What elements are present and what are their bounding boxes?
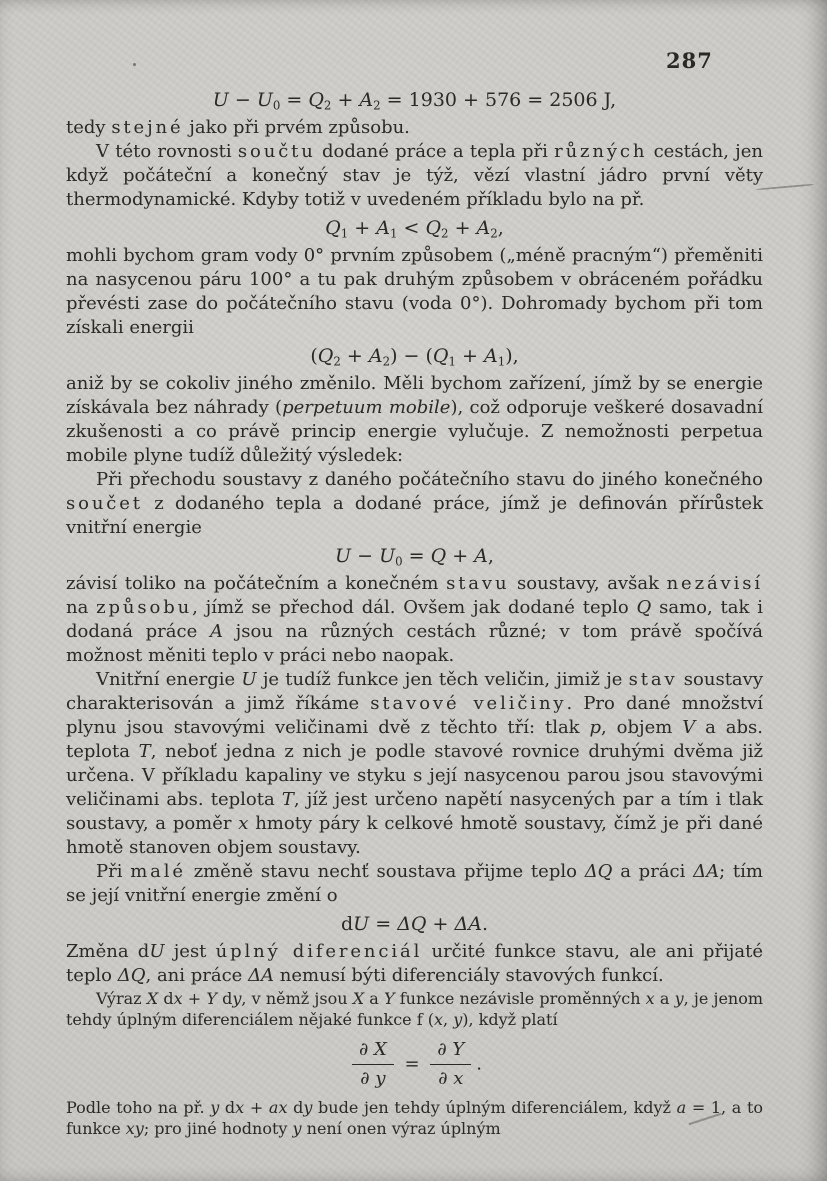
text-segment: ), když platí [462,1010,558,1029]
text-segment: ; tím se její vnitřní energie změní o [66,861,763,906]
text-segment: + [348,217,377,239]
text-segment: y [674,989,684,1008]
text-segment: , objem [601,717,683,738]
text-segment: x [173,989,183,1008]
text-segment: − [351,545,380,567]
subscript: 0 [395,554,403,569]
subscript: 2 [323,98,332,113]
text-segment: , jímž se přechod dál. Ovšem jak dodané teplo [192,597,637,618]
text-segment: + [244,1098,269,1117]
paragraph-pri-prechodu [66,468,763,540]
paragraph-zmena-du [66,940,763,988]
text-segment: Q [636,597,652,618]
text-segment: ∂ [360,1068,376,1089]
fraction-denominator [430,1065,471,1090]
text-segment: Vnitřní energie [96,669,242,690]
text-segment: U [212,89,229,111]
text-segment: , [497,217,504,239]
text-segment: = 1, a to funkce [66,1098,764,1138]
text-segment: T [281,789,294,810]
text-segment: funkce nezávisle proměnných [394,989,646,1008]
text-segment: A [368,345,383,367]
text-segment: , [443,1010,454,1029]
text-segment: ), [505,345,519,367]
scan-speck [133,63,136,66]
text-segment: ( [310,345,318,367]
text-segment: A [376,217,390,239]
text-segment: p [589,717,602,738]
text-segment: d [341,913,354,935]
text-segment: hmoty páry k celkové hmotě soustavy, čímž je při dané hmotě stanoven objem soustavy. [66,813,763,858]
text-segment: Y [383,989,395,1008]
text-segment: U [379,545,396,567]
text-segment: U [335,545,352,567]
text-segment: stavu [446,573,510,594]
text-segment: U [241,669,257,690]
text-segment: malé [130,861,186,882]
text-segment: , jíž jest určeno napětí nasycených par a tím i tlak soustavy, a poměr [66,789,764,834]
text-segment: X [352,989,365,1008]
text-segment: Q [430,545,447,567]
text-segment: , ani práce [145,965,249,986]
text-segment: určité funkce stavu, ale ani přijaté teplo [66,941,764,986]
text-segment: není onen výraz úplným [301,1119,501,1138]
equation-internal-energy-numeric [66,87,763,113]
text-segment: ΔQ [117,965,146,986]
text-segment: Výraz [96,989,147,1008]
text-segment: závisí toliko na počátečním a konečném [66,573,447,594]
text-segment: perpetuum mobile [282,397,451,418]
text-segment: ∂ [358,1039,374,1060]
text-segment: je tudíž funkce jen těch veličin, jimiž je [256,669,629,690]
text-segment: Y [206,989,217,1008]
subscript: 1 [389,226,398,241]
paragraph-tedy-stejne [66,116,763,140]
subscript: 2 [490,226,498,241]
text-segment: tedy [66,117,112,138]
equation-energy-difference [66,343,763,369]
text-segment: ∂ [437,1039,453,1060]
text-segment: . Pro dané množství plynu jsou stavovými veličinami dvě z těchto tří: tlak [66,693,763,738]
text-segment: ΔQ [584,861,613,882]
text-segment: jsou na různých cestách různé; v tom právě spočívá možnost měniti teplo v práci nebo naopak. [66,621,763,666]
text-segment: Změna d [66,941,150,962]
paragraph-zavisi-toliko [66,572,763,668]
text-segment: = [369,913,398,935]
text-segment: součtu [237,141,316,162]
text-segment: na [66,597,97,618]
equation-first-law [66,543,763,569]
text-segment: soustavy, avšak [509,573,667,594]
paragraph-pri-male-zmene [66,860,763,908]
equation-du [66,911,763,937]
text-segment: a [654,989,675,1008]
text-segment: = [280,89,309,111]
text-segment: ∂ [438,1068,454,1089]
fraction [430,1039,471,1090]
text-segment: = [402,545,431,567]
text-segment: X [374,1039,387,1060]
text-segment: y [232,989,242,1008]
text-segment: různých [554,141,648,162]
text-segment: bude jen tehdy úplným diferenciálem, když [312,1098,677,1117]
text-segment: . [476,1053,483,1075]
text-segment: A [209,621,223,642]
text-segment: x [453,1068,464,1089]
fraction-numerator [430,1039,471,1065]
subscript: 2 [373,98,381,113]
paragraph-mohli-bychom [66,244,763,340]
text-segment: Y [452,1039,465,1060]
text-segment: y [210,1098,220,1117]
text-segment: jako při prvém způsobu. [183,117,410,138]
text-segment: ΔQ [397,913,427,935]
text-segment: soustavy charakterisován a jimž říkáme [66,669,763,714]
paragraph-v-teto-rovnosti [66,140,763,212]
text-segment: U [256,89,273,111]
text-segment: A [474,545,488,567]
text-segment: cestách, jen když počáteční a konečný stav je týž, vězí vlastní jádro první věty thermodynamické. Kdyby totiž v uvedeném příkladu bylo na př. [66,141,763,210]
text-segment: X [146,989,159,1008]
text-segment: U [353,913,370,935]
text-segment: ; pro jiné hodnoty [143,1119,293,1138]
text-segment: Podle toho na př. [66,1098,211,1117]
subscript: 2 [441,226,449,241]
text-segment: + [331,89,360,111]
text-segment: úplný diferenciál [215,941,423,962]
text-segment: Q [308,89,324,111]
text-segment: , [487,545,494,567]
text-segment: dodané práce a tepla při [315,141,555,162]
text-segment: + [448,217,477,239]
equation-inequality [66,215,763,241]
equation-partial-derivatives [66,1039,763,1090]
text-segment: a [364,989,384,1008]
text-segment: ΔA [248,965,275,986]
paragraph-podle-toho [66,1097,763,1139]
text-segment: . [481,913,488,935]
fraction-numerator [352,1039,394,1065]
text-segment: Q [432,345,449,367]
text-segment: y [303,1098,313,1117]
text-segment: ax [268,1098,288,1117]
text-segment: způsobu [96,597,193,618]
text-segment: z dodaného tepla a dodané práce, jímž je definován přírůstek vnitřní energie [66,493,763,538]
text-segment: stejné [111,117,184,138]
text-segment: , je jenom tehdy úplným diferenciálem nějaké funkce f ( [66,989,764,1029]
fraction-denominator [352,1065,394,1090]
text-segment: stav [628,669,678,690]
text-segment: Při přechodu soustavy z daného počátečního stavu do jiného konečného [96,469,763,490]
text-segment: mohli bychom gram vody 0° prvním způsobem („méně pracným“) přeměniti na nasycenou páru 100° a tu pak druhým způsobem v obráceném pořádku převésti zase do počátečního stavu (voda 0°). Dohromady bychom při tom získali energii [66,245,763,338]
subscript: 0 [272,98,281,113]
text-segment: Q [325,217,341,239]
paragraph-vyraz-xdx [66,988,763,1030]
text-segment: = [398,1053,426,1075]
text-segment: a práci [612,861,694,882]
text-segment: nemusí býti diferenciály stavových funkcí. [274,965,664,986]
text-segment: = 1930 + 576 = 2506 J, [380,89,617,111]
text-segment: + [426,913,455,935]
subscript: 2 [382,354,391,369]
text-segment: + [446,545,475,567]
pencil-mark-top-right [756,183,814,190]
text-segment: součet [66,493,143,514]
text-segment: T [138,741,151,762]
text-segment: , neboť jedna z nich je podle stavové rovnice druhými dvěma již určena. V příkladu kapaliny ve styku s její nasycenou parou jsou stavovými veličinami abs. teplota [66,741,763,810]
text-segment: změně stavu nechť soustava přijme teplo [185,861,585,882]
text-segment: jest [164,941,216,962]
text-segment: + [182,989,207,1008]
text-segment: A [476,217,491,239]
subscript: 1 [448,354,456,369]
text-segment: y [453,1010,463,1029]
text-segment: d [219,1098,236,1117]
subscript: 1 [340,226,349,241]
text-segment: V [682,717,696,738]
subscript: 2 [333,354,341,369]
paragraph-aniz-by-se [66,372,763,468]
text-segment: A [483,345,498,367]
text-segment: A [359,89,374,111]
text-segment: ) − ( [390,345,433,367]
text-segment: ΔA [454,913,482,935]
text-segment: a abs. teplota [66,717,763,762]
text-segment: V této rovnosti [96,141,238,162]
text-segment: ), což odporuje veškeré dosavadní zkušenosti a co právě princip energie vylučuje. Z nemožnosti perpetua mobile plyne tudíž důležitý výsledek: [66,397,763,466]
text-segment: Q [425,217,442,239]
text-segment: x [235,1098,245,1117]
text-segment: Při [96,861,131,882]
paragraph-vnitrni-energie [66,668,763,860]
text-segment: aniž by se cokoliv jiného změnilo. Měli bychom zařízení, jímž by se energie získávala bez náhrady ( [66,373,763,418]
text-segment: d [287,1098,304,1117]
text-segment: < [397,217,426,239]
text-segment: − [228,89,257,111]
text-segment: x [433,1010,444,1029]
text-segment: nezávisí [666,573,763,594]
text-segment: + [340,345,369,367]
text-segment: ΔA [693,861,720,882]
page-number: 287 [666,48,713,73]
text-segment: Q [317,345,334,367]
text-segment: x [238,813,249,834]
text-segment: stavové veličiny [370,693,567,714]
text-segment: xy [125,1119,144,1138]
text-segment: samo, tak i dodaná práce [66,597,764,642]
subscript: 1 [497,354,506,369]
text-segment: y [375,1068,386,1089]
text-segment: y [292,1119,302,1138]
fraction [352,1039,394,1090]
text-segment: + [455,345,484,367]
text-segment: x [645,989,655,1008]
text-segment: d [216,989,233,1008]
text-segment: , v němž jsou [241,989,353,1008]
text-segment: U [149,941,165,962]
text-segment: d [158,989,174,1008]
page-content [66,84,763,1139]
text-segment: a [676,1098,687,1117]
